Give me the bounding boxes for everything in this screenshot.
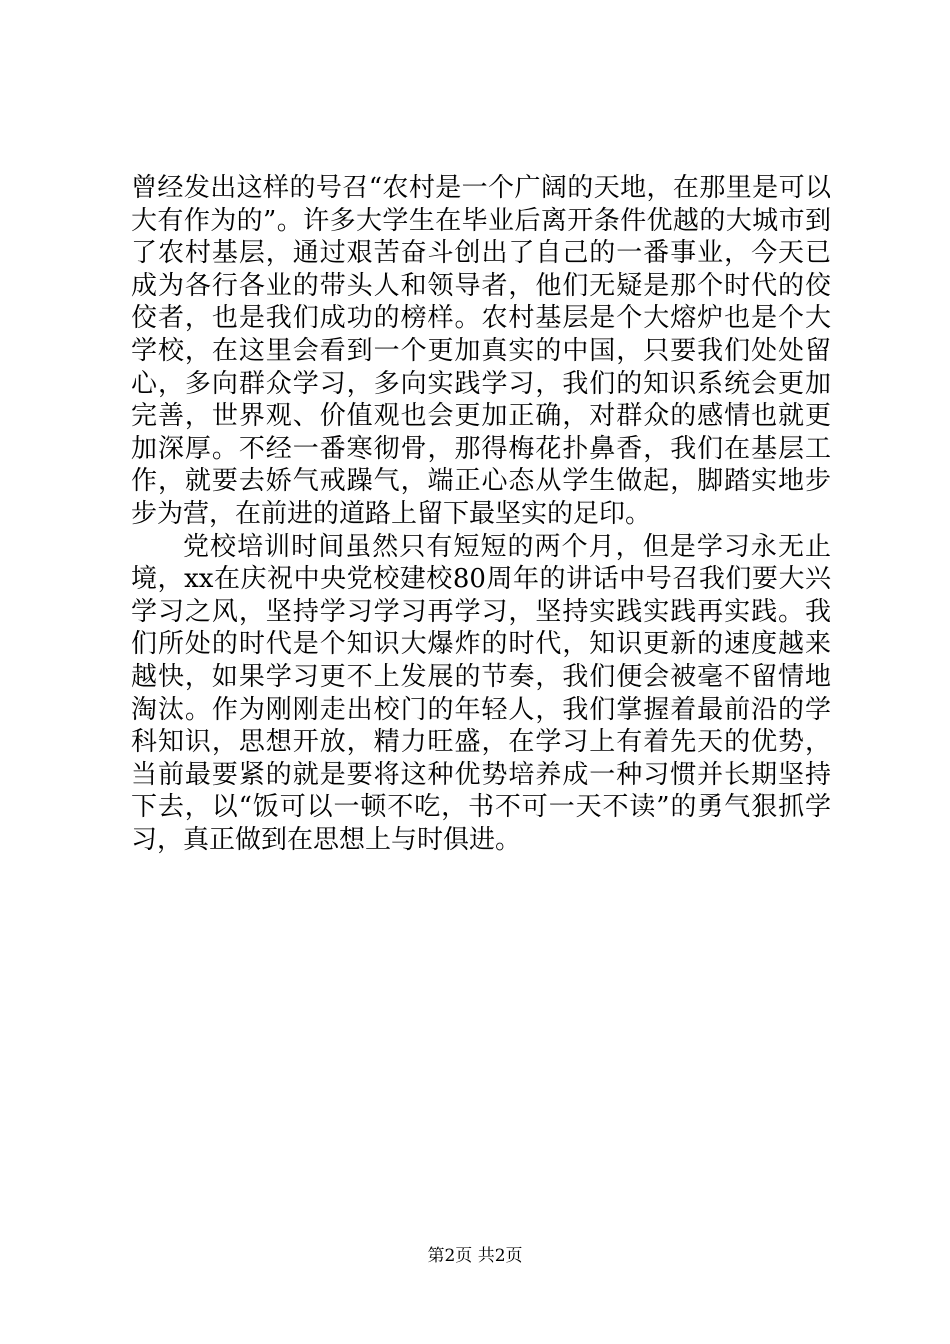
document-body (131, 172, 831, 856)
page-number-footer: 第2页 共2页 (427, 1246, 523, 1266)
paragraph-continuation: 曾经发出这样的号召“农村是一个广阔的天地，在那里是可以大有作为的”。许多大学生在毕业后离开条件优越的大城市到了农村基层，通过艰苦奋斗创出了自己的一番事业，今天已成为各行各业的带头人和领导者，他们无疑是那个时代的佼佼者，也是我们成功的榜样。农村基层是个大熔炉也是个大学校，在这里会看到一个更加真实的中国，只要我们处处留心，多向群众学习，多向实践学习，我们的知识系统会更加完善，世界观、价值观也会更加正确，对群众的感情也就更加深厚。不经一番寒彻骨，那得梅花扑鼻香，我们在基层工作，就要去娇气戒躁气，端正心态从学生做起，脚踏实地步步为营，在前进的道路上留下最坚实的足印。 (131, 173, 831, 529)
paragraph-party-school-training: 党校培训时间虽然只有短短的两个月，但是学习永无止境，xx在庆祝中央党校建校80周年的讲话中号召我们要大兴学习之风，坚持学习学习再学习，坚持实践实践再实践。我们所处的时代是个知识大爆炸的时代，知识更新的速度越来越快，如果学习更不上发展的节奏，我们便会被毫不留情地淘汰。作为刚刚走出校门的年轻人，我们掌握着最前沿的学科知识，思想开放，精力旺盛，在学习上有着先天的优势，当前最要紧的就是要将这种优势培养成一种习惯并长期坚持下去，以“饭可以一顿不吃，书不可一天不读”的勇气狠抓学习，真正做到在思想上与时俱进。 (131, 531, 831, 855)
